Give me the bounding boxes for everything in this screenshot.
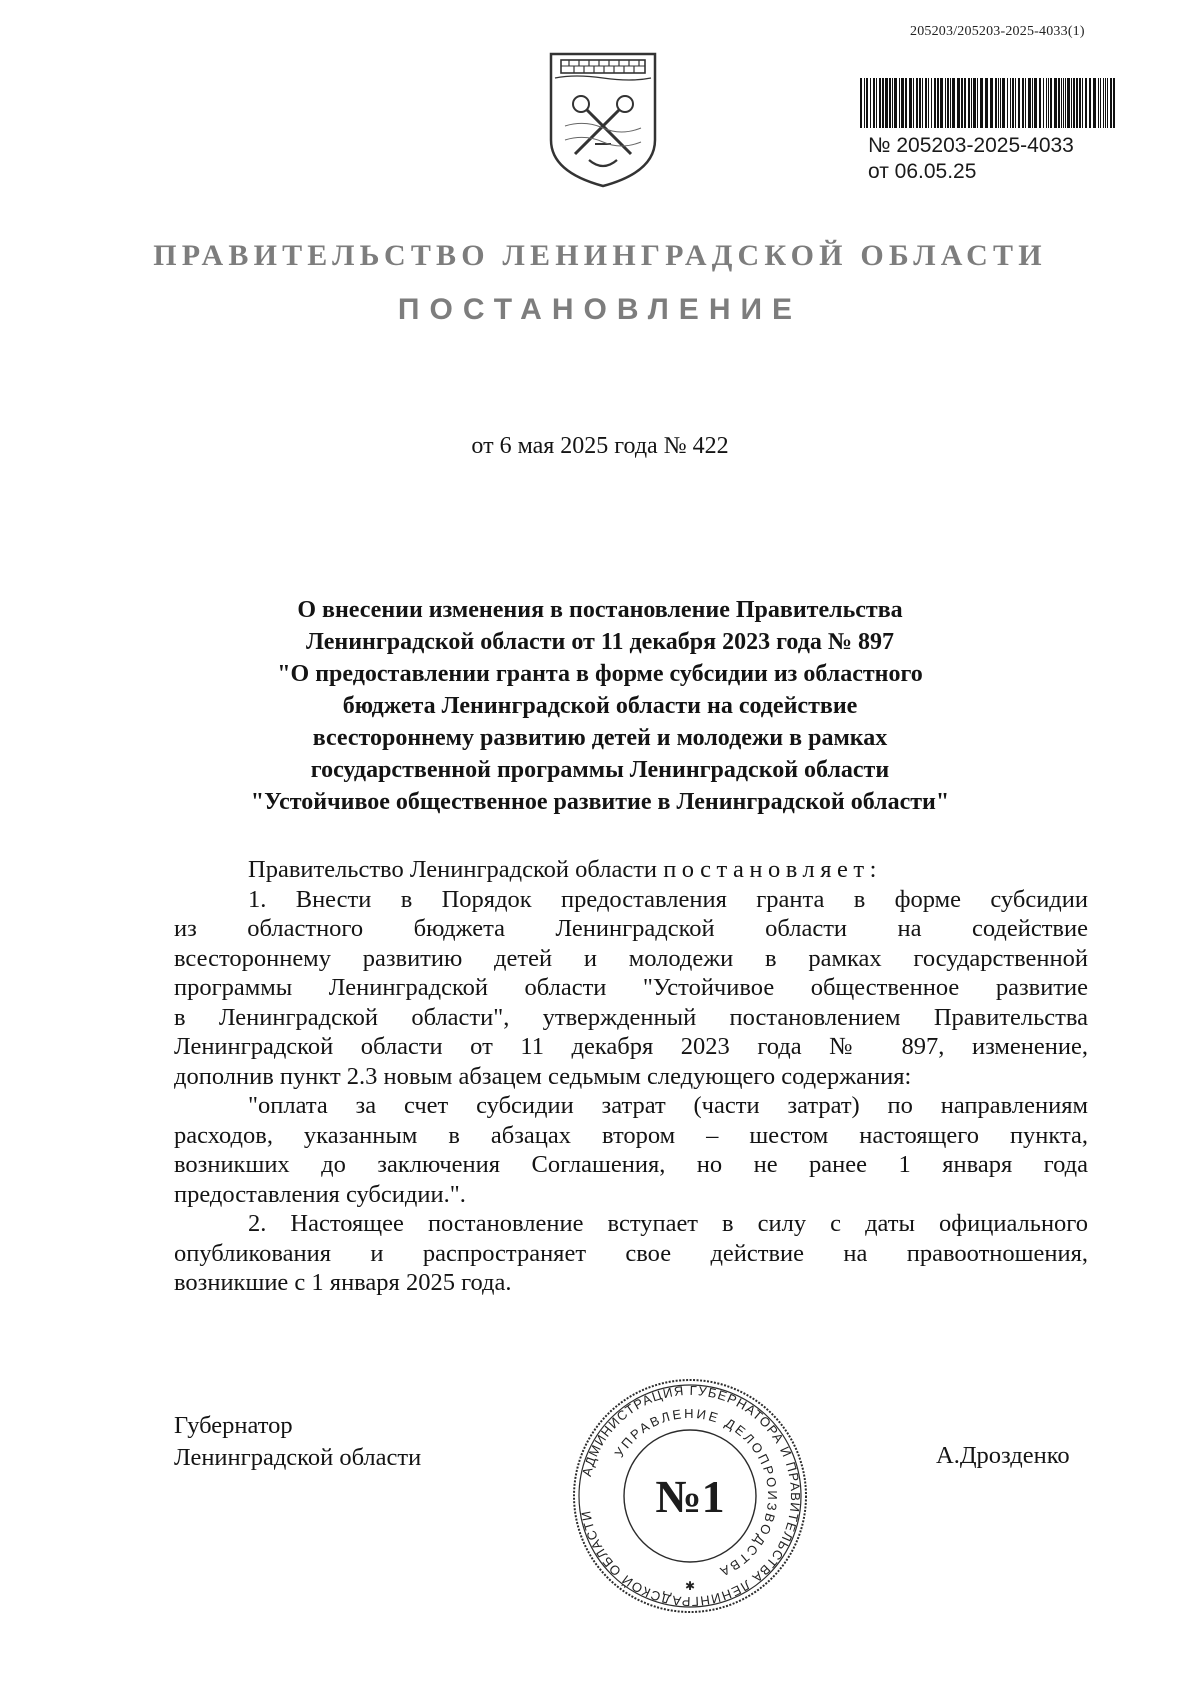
document-type-title: ПОСТАНОВЛЕНИЕ [397,293,803,326]
barcode-bar [919,78,921,128]
body-line: 2. Настоящее постановление вступает в силу с даты официального [248,1210,1088,1237]
subject-line: бюджета Ленинградской области на содействие [342,693,858,719]
barcode-bar [1067,78,1070,128]
barcode-bar [1025,78,1026,128]
barcode-bar [892,78,893,128]
barcode-bar [909,78,912,128]
signatory-name: А.Дрозденко [936,1442,1070,1469]
barcode-bar [913,78,914,128]
barcode-bar [1076,78,1078,128]
barcode-bar [1110,78,1112,128]
barcode-bar [1039,78,1041,128]
barcode-bar [1046,78,1047,128]
barcode-bar [905,78,907,128]
registration-date: от 06.05.25 [868,160,977,183]
barcode-bar [957,78,960,128]
body-line: всестороннему развитию детей и молодежи в рамках государственной [174,944,1088,972]
body-line: программы Ленинградской области "Устойчивое общественное развитие [174,974,1088,1001]
barcode-bar [860,78,862,128]
barcode-bar [1103,78,1104,128]
barcode-bar [1100,78,1101,128]
document-subject [180,594,1020,818]
registration-number: № 205203-2025-4033 [868,134,1074,157]
barcode-bar [1050,78,1052,128]
document-date-number: от 6 мая 2025 года № 422 [471,433,729,459]
barcode-bar [964,78,966,128]
barcode-bar [998,78,999,128]
barcode-bar [1022,78,1024,128]
barcode-bar [1058,78,1060,128]
body-line: "оплата за счет субсидии затрат (части затрат) по направлениям [248,1092,1088,1119]
barcode-bar [1015,78,1016,128]
barcode-bar [1079,78,1081,128]
barcode-bar [977,78,978,128]
body-line: возникшие с 1 января 2025 года. [174,1269,512,1296]
barcode-bar [947,78,949,128]
body-line: опубликования и распространяет свое действие на правоотношения, [174,1239,1088,1267]
seal-inner-text: УПРАВЛЕНИЕ ДЕЛОПРОИЗВОДСТВА [611,1405,781,1581]
signatory-title-line: Ленинградской области [174,1444,422,1471]
barcode-bar [899,78,900,128]
signatory-title [174,1410,421,1474]
coat-of-arms-emblem [545,48,661,190]
barcode-bar [916,78,918,128]
barcode-bar [870,78,871,128]
barcode-bar [1098,78,1099,128]
barcode-bar [1107,78,1108,128]
barcode-bar [879,78,881,128]
barcode-bar [873,78,875,128]
subject-line: Ленинградской области от 11 декабря 2023 года № 897 [306,629,894,655]
preamble-verb: постановляет: [663,856,882,883]
official-seal-stamp [570,1376,810,1616]
signatory-title-line: Губернатор [174,1412,293,1439]
body-line: дополнив пункт 2.3 новым абзацем седьмым следующего содержания: [174,1062,912,1090]
seal-outer-text: АДМИНИСТРАЦИЯ ГУБЕРНАТОРА И ПРАВИТЕЛЬСТВА ЛЕНИНГРАДСКОЙ ОБЛАСТИ [577,1382,804,1610]
body-line: 1. Внести в Порядок предоставления гранта в форме субсидии [248,885,1088,913]
barcode-bar [945,78,946,128]
barcode-bar [931,78,932,128]
preamble-text: Правительство Ленинградской области [248,856,658,883]
barcode-bar [1043,78,1044,128]
barcode-bar [1093,78,1096,128]
barcode-bar [934,78,936,128]
document-body [174,855,1088,1298]
barcode-bar [1002,78,1005,128]
subject-line: "О предоставлении гранта в форме субсидии из областного [277,661,923,687]
barcode-bar [1063,78,1064,128]
barcode-bar [1113,78,1115,128]
barcode-bar [864,78,865,128]
barcode-bar [1085,78,1087,128]
barcode-bar [1089,78,1091,128]
government-title: ПРАВИТЕЛЬСТВО ЛЕНИНГРАДСКОЙ ОБЛАСТИ [153,239,1047,272]
barcode-bar [882,78,884,128]
barcode-bar [866,78,868,128]
barcode-bar [980,78,983,128]
barcode-bar [940,78,943,128]
barcode-bar [885,78,888,128]
subject-line: всестороннему развитию детей и молодежи в рамках [312,725,888,751]
barcode-bar [922,78,923,128]
barcode-bar [1054,78,1057,128]
body-line: возникших до заключения Соглашения, но не ранее 1 января года [174,1151,1088,1178]
barcode-bar [925,78,927,128]
seal-star-icon: ✱ [684,1579,696,1593]
barcode-bar [1073,78,1075,128]
barcode-bar [901,78,904,128]
barcode-bar [1028,78,1031,128]
subject-line: государственной программы Ленинградской области [310,757,890,783]
barcode-bar [1034,78,1037,128]
barcode-bar [1000,78,1001,128]
barcode-bar [928,78,929,128]
barcode [858,78,1118,128]
seal-center-number: №1 [655,1471,725,1522]
barcode-bar [876,78,877,128]
barcode-bar [889,78,891,128]
barcode-bar [985,78,988,128]
barcode-bar [973,78,976,128]
barcode-bar [894,78,897,128]
subject-line: О внесении изменения в постановление Правительства [297,597,903,623]
barcode-bar [1065,78,1066,128]
barcode-bar [937,78,939,128]
body-line: Ленинградской области от 11 декабря 2023 года № 897, изменение, [174,1033,1088,1060]
body-line: из областного бюджета Ленинградской области на содействие [174,915,1088,942]
barcode-bar [950,78,951,128]
barcode-bar [971,78,972,128]
barcode-bar [1105,78,1106,128]
barcode-bar [1048,78,1049,128]
barcode-bar [1010,78,1011,128]
barcode-bar [961,78,963,128]
barcode-bar [1007,78,1008,128]
barcode-bar [1032,78,1033,128]
barcode-bar [968,78,970,128]
body-preamble [174,855,1088,885]
body-line: расходов, указанным в абзацах втором – шестом настоящего пункта, [174,1121,1088,1149]
barcode-bar [990,78,993,128]
barcode-bar [1018,78,1020,128]
barcode-bar [1082,78,1083,128]
barcode-bar [1061,78,1062,128]
body-line: в Ленинградской области", утвержденный постановлением Правительства [174,1003,1088,1031]
barcode-bar [995,78,997,128]
subject-line: "Устойчивое общественное развитие в Ленинградской области" [250,789,950,815]
document-code: 205203/205203-2025-4033(1) [910,24,1085,39]
body-line: предоставления субсидии.". [174,1180,466,1208]
barcode-bar [952,78,955,128]
barcode-bar [1012,78,1014,128]
barcode-bar [1071,78,1072,128]
